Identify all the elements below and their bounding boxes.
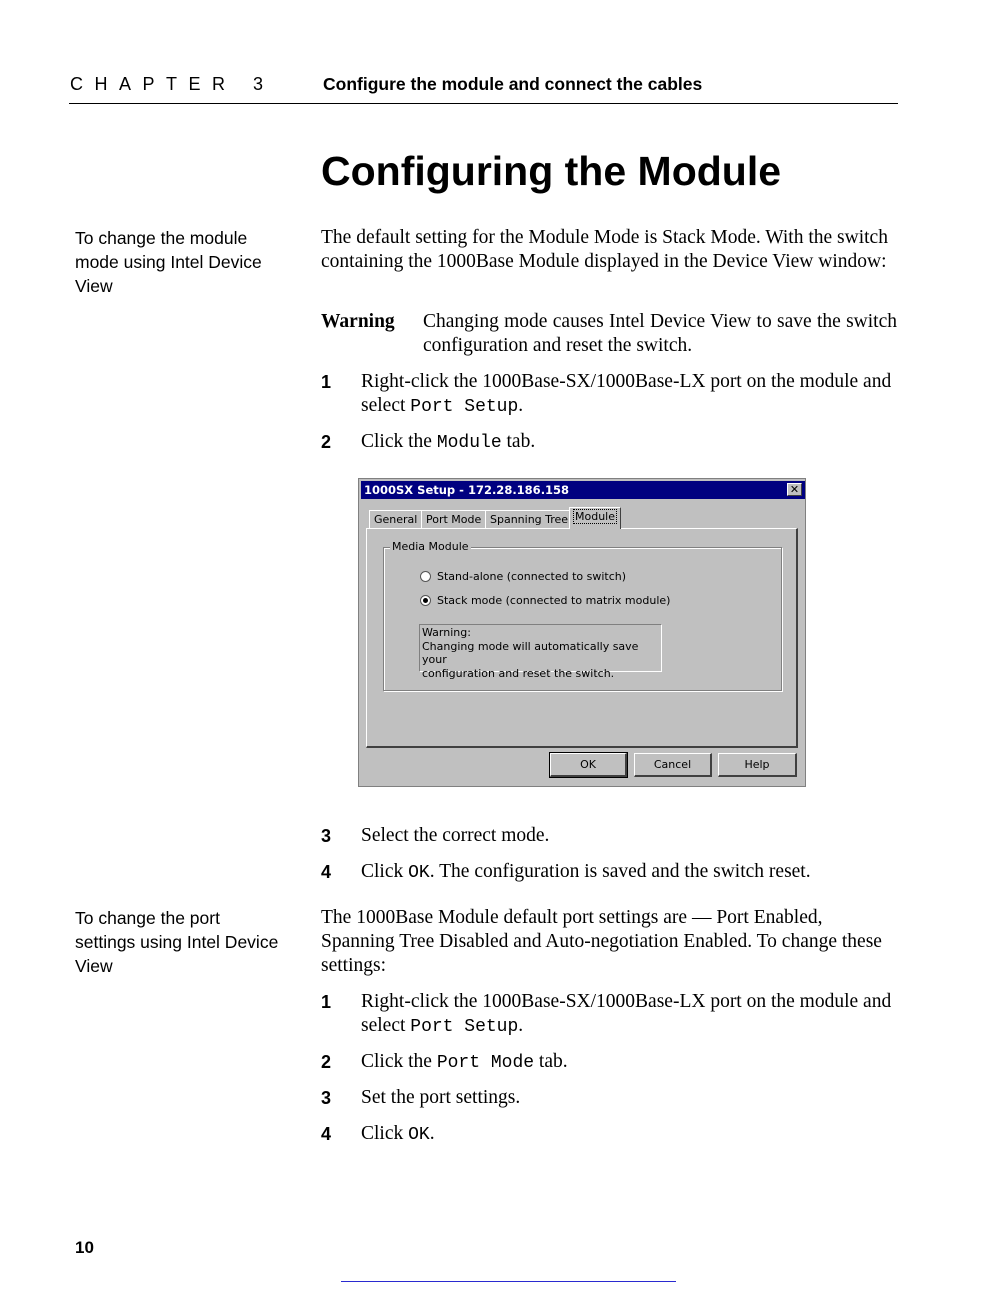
header-rule — [69, 103, 898, 104]
close-icon[interactable]: ✕ — [787, 483, 802, 496]
group-label: Media Module — [392, 540, 469, 553]
option-stack-mode[interactable] — [420, 594, 670, 608]
dialog-title: 1000SX Setup - 172.28.186.158 — [364, 483, 570, 497]
option-label: Stand-alone (connected to switch) — [437, 570, 627, 583]
page-title: Configuring the Module — [321, 148, 782, 194]
tab-module[interactable]: Module — [569, 507, 621, 529]
step-text: Click OK. — [361, 1123, 435, 1145]
warning-line: Changing mode will automatically save your — [422, 639, 639, 666]
step-number: 2 — [321, 1052, 332, 1072]
code-text: Module — [436, 433, 502, 453]
ok-button[interactable]: OK — [550, 753, 627, 777]
step-number: 1 — [321, 372, 332, 392]
margin-note-port-settings: To change the port settings using Intel Device View — [75, 908, 279, 976]
step-text: Right-click the 1000Base-SX/1000Base-LX port on the module and select Port Setup. — [361, 991, 892, 1037]
warning-text: Changing mode causes Intel Device View to save the switch configuration and reset the switch. — [423, 311, 897, 356]
step-text: Click OK. The configuration is saved and the switch reset. — [361, 861, 811, 883]
dialog-title-bar — [361, 481, 805, 499]
tab-spanning-tree[interactable]: Spanning Tree — [485, 510, 573, 529]
warning-label: Warning — [321, 311, 395, 332]
radio-button-selected[interactable] — [420, 595, 431, 606]
step-number: 1 — [321, 992, 332, 1012]
tab-port-mode[interactable]: Port Mode — [421, 510, 486, 529]
port-settings-intro: The 1000Base Module default port settings are — Port Enabled, Spanning Tree Disabled and Auto-negotiation Enabled. To change these settings: — [321, 907, 882, 976]
step-text: Click the Module tab. — [361, 431, 536, 453]
cancel-button[interactable]: Cancel — [634, 753, 712, 777]
tab-general[interactable]: General — [369, 510, 422, 529]
module-mode-intro: The default setting for the Module Mode is Stack Mode. With the switch containing the 1000Base Module displayed in the Device View window: — [321, 227, 888, 272]
step-text: Select the correct mode. — [361, 825, 550, 846]
footer-link-line[interactable] — [341, 1281, 676, 1282]
module-tab-panel — [366, 528, 798, 748]
step-number: 3 — [321, 1088, 332, 1108]
chapter-label: CHAPTER 3 — [70, 74, 275, 94]
warning-line: configuration and reset the switch. — [422, 666, 615, 680]
step-text: Right-click the 1000Base-SX/1000Base-LX port on the module and select Port Setup. — [361, 371, 892, 417]
warning-line: Warning: — [422, 626, 471, 639]
setup-dialog-screenshot — [358, 478, 806, 787]
code-text: OK — [408, 1125, 430, 1145]
code-text: OK — [408, 863, 430, 883]
page-number: 10 — [75, 1238, 94, 1257]
step-number: 2 — [321, 432, 332, 452]
step-number: 4 — [321, 1124, 332, 1144]
radio-button[interactable] — [420, 571, 431, 582]
code-text: Port Setup — [410, 1017, 519, 1037]
chapter-title: Configure the module and connect the cables — [323, 74, 703, 94]
step-text: Click the Port Mode tab. — [361, 1051, 568, 1073]
media-module-group — [383, 540, 782, 691]
option-label: Stack mode (connected to matrix module) — [437, 594, 671, 607]
step-number: 3 — [321, 826, 332, 846]
code-text: Port Setup — [410, 397, 519, 417]
step-number: 4 — [321, 862, 332, 882]
step-text: Set the port settings. — [361, 1087, 521, 1108]
option-standalone[interactable] — [420, 570, 626, 584]
code-text: Port Mode — [436, 1053, 535, 1073]
warning-message-box — [419, 624, 662, 680]
help-button[interactable]: Help — [718, 753, 797, 777]
margin-note-module-mode: To change the module mode using Intel Device View — [75, 228, 262, 296]
